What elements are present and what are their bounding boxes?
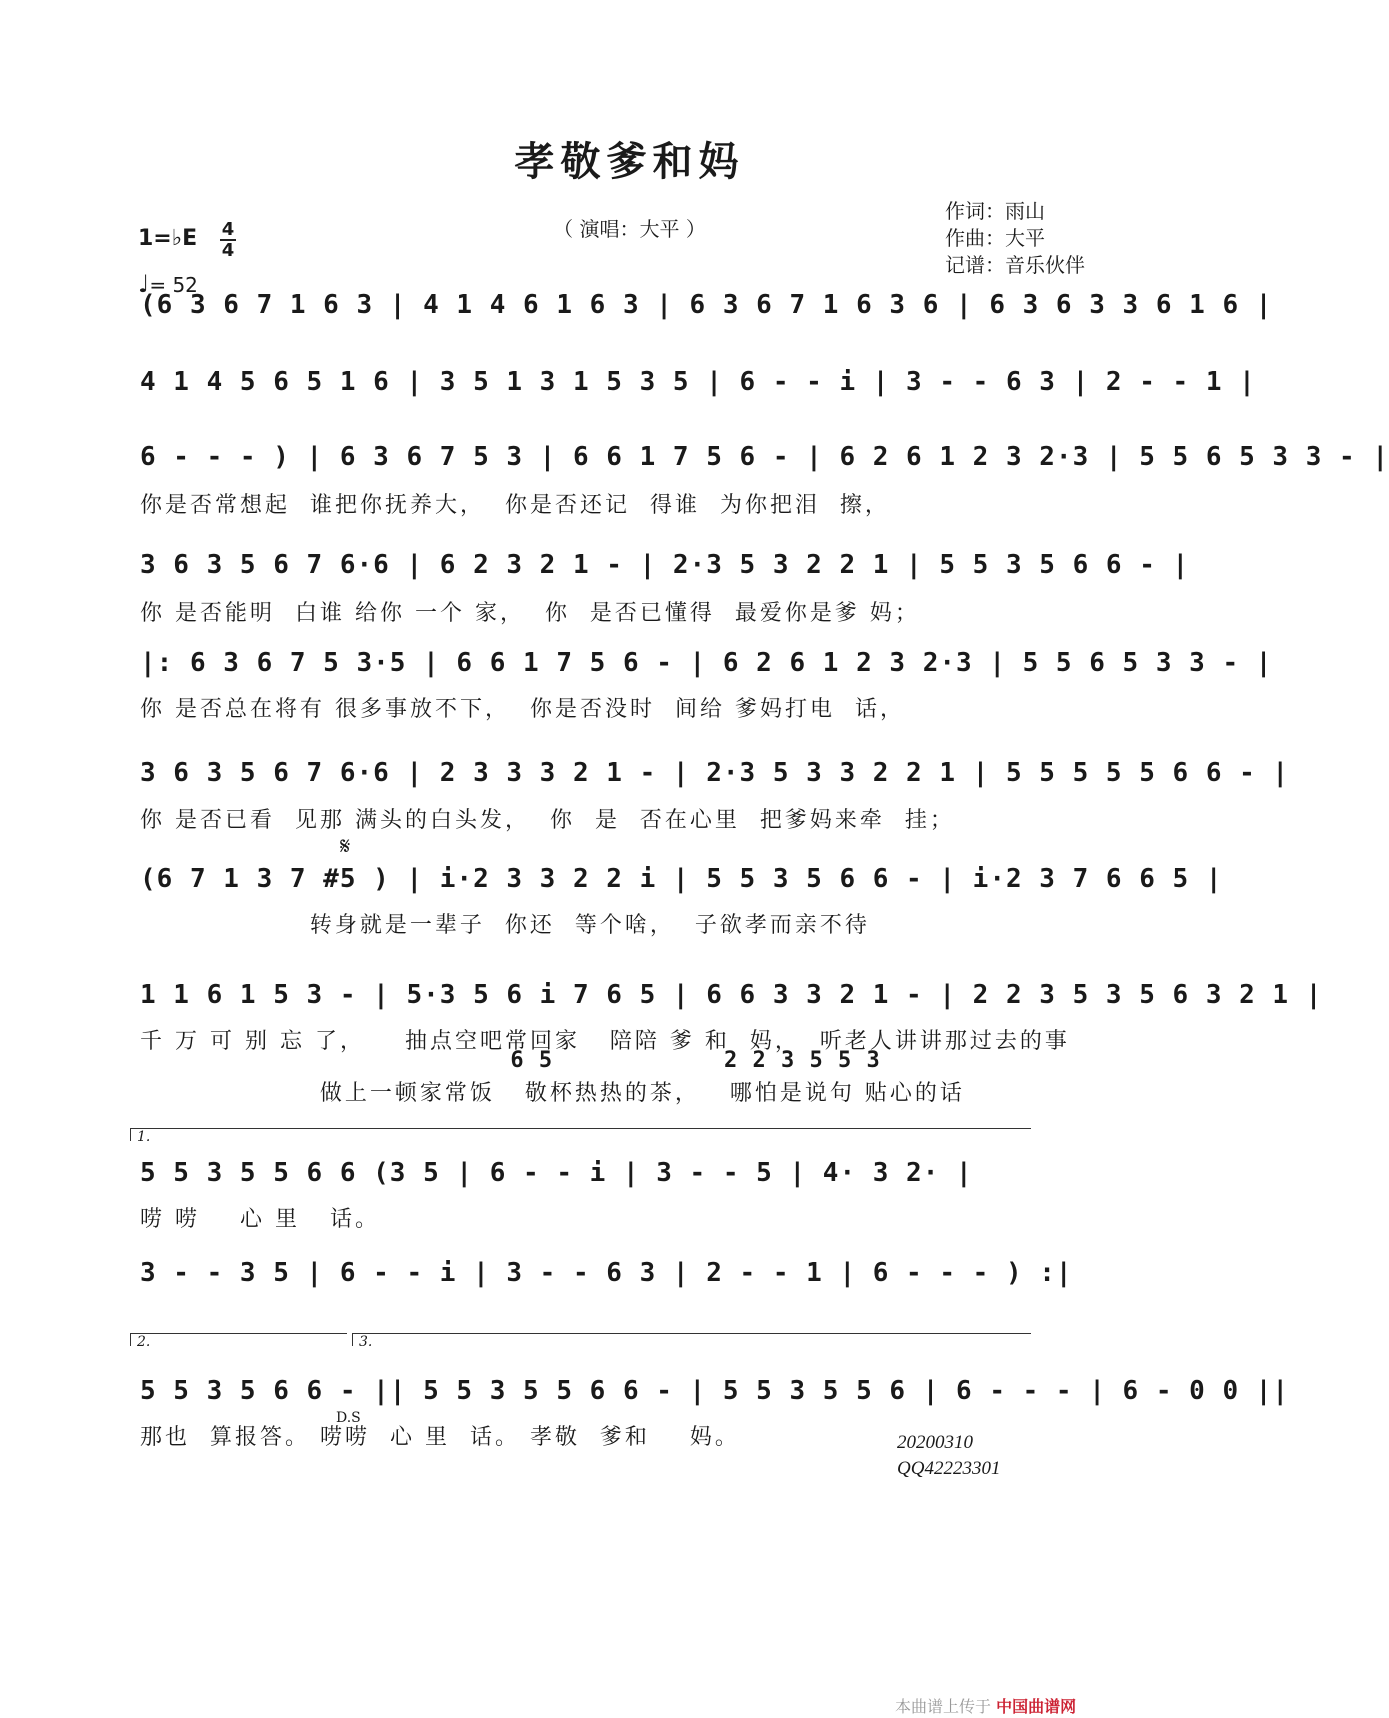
date-stamp: 20200310 — [897, 1432, 973, 1453]
lyric-row-4: 你 是否能明 白谁 给你 一个 家， 你 是否已懂得 最爱你是爹 妈； — [140, 601, 920, 626]
score-row-4: 3 6 3 5 6 7 6·6 | 6 2 3 2 1 - | 2·3 5 3 2 2 1 | 5 5 3 5 6 6 - | — [140, 550, 1190, 580]
score-row-8: 1 1 6 1 5 3 - | 5·3 5 6 i 7 6 5 | 6 6 3 3 2 1 - | 2 2 3 5 3 5 6 3 2 1 | — [140, 980, 1323, 1010]
volta-2: 2. — [130, 1333, 347, 1346]
dal-segno-mark: D.S — [336, 1410, 361, 1426]
song-title: 孝敬爹和妈 — [514, 138, 745, 185]
meter-top: 4 — [221, 219, 235, 240]
score-row-5: |: 6 3 6 7 5 3·5 | 6 6 1 7 5 6 - | 6 2 6 1 2 3 2·3 | 5 5 6 5 3 3 - | — [140, 648, 1273, 678]
score-row-11: 5 5 3 5 6 6 - || 5 5 3 5 5 6 6 - | 5 5 3 5 5 6 | 6 - - - | 6 - 0 0 || — [140, 1376, 1290, 1406]
score-row-9: 5 5 3 5 5 6 6 (3 5 | 6 - - i | 3 - - 5 | 4· 3 2· | — [140, 1158, 973, 1188]
lyric-row-5: 你 是否总在将有 很多事放不下， 你是否没时 间给 爹妈打电 话， — [140, 697, 905, 722]
lyric-row-11: 那也 算报答。 唠唠 心 里 话。 孝敬 爹和 妈。 — [140, 1425, 740, 1450]
score-row-10: 3 - - 3 5 | 6 - - i | 3 - - 6 3 | 2 - - 1 | 6 - - - ) :| — [140, 1258, 1073, 1288]
lyric-row-6: 你 是否已看 见那 满头的白头发， 你 是 否在心里 把爹妈来牵 挂； — [140, 808, 955, 833]
score-row-3: 6 - - - ) | 6 3 6 7 5 3 | 6 6 1 7 5 6 - | 6 2 6 1 2 3 2·3 | 5 5 6 5 3 3 - | — [140, 442, 1389, 472]
meter-bottom: 4 — [221, 240, 235, 261]
credits — [945, 198, 1085, 279]
segno-icon: 𝄋 — [340, 832, 351, 860]
score-row-7: (6 7 1 3 7 #5 ) | i·2 3 3 2 2 i | 5 5 3 5 6 6 - | i·2 3 7 6 6 5 | — [140, 864, 1223, 894]
lyric-row-9: 唠 唠 心 里 话。 — [140, 1207, 380, 1232]
time-signature — [220, 220, 236, 260]
transcriber: 记谱：音乐伙伴 — [945, 253, 1085, 277]
watermark-site: 中国曲谱网 — [996, 1697, 1077, 1716]
site-watermark — [895, 1694, 1076, 1717]
composer: 作曲：大平 — [945, 226, 1045, 250]
watermark-text: 本曲谱上传于 — [895, 1697, 992, 1716]
lyricist: 作词：雨山 — [945, 199, 1045, 223]
key-signature: 1=♭E — [138, 226, 198, 251]
lyric-row-8-alt: 做上一顿家常饭 敬杯热热的茶， 哪怕是说句 贴心的话 — [140, 1081, 965, 1106]
quarter-note-icon: ♩ — [138, 270, 150, 298]
score-row-8-alt: 6 5 2 2 3 5 5 3 — [140, 1048, 881, 1073]
lyric-row-8: 千 万 可 别 忘 了， 抽点空吧常回家 陪陪 爹 和 妈， 听老人讲讲那过去的事 — [140, 1029, 1070, 1054]
lyric-row-7: 转身就是一辈子 你还 等个啥， 子欲孝而亲不待 — [140, 913, 870, 938]
lyric-row-3: 你是否常想起 谁把你抚养大， 你是否还记 得谁 为你把泪 擦， — [140, 493, 890, 518]
score-row-6: 3 6 3 5 6 7 6·6 | 2 3 3 3 2 1 - | 2·3 5 3 3 2 2 1 | 5 5 5 5 5 6 6 - | — [140, 758, 1290, 788]
tempo-value: = 52 — [149, 273, 198, 297]
volta-1: 1. — [130, 1128, 1031, 1141]
score-row-1: (6 3 6 7 1 6 3 | 4 1 4 6 1 6 3 | 6 3 6 7 1 6 3 6 | 6 3 6 3 3 6 1 6 | — [140, 290, 1273, 320]
score-row-2: 4 1 4 5 6 5 1 6 | 3 5 1 3 1 5 3 5 | 6 - - i | 3 - - 6 3 | 2 - - 1 | — [140, 367, 1256, 397]
volta-3: 3. — [352, 1333, 1031, 1346]
qq-id: QQ42223301 — [897, 1458, 1001, 1479]
singer-line: （ 演唱：大平 ） — [553, 217, 706, 241]
